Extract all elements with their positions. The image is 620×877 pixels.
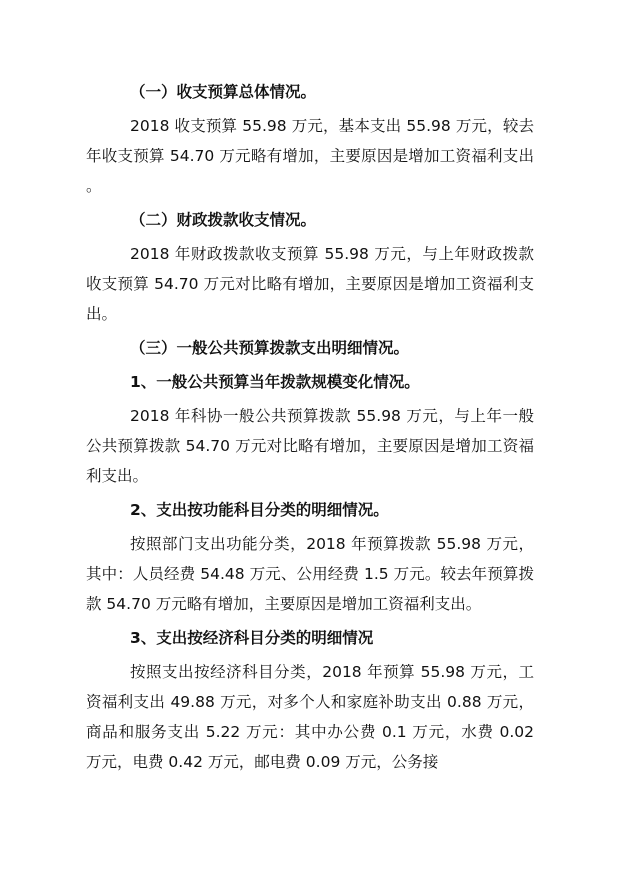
paragraph-5: 按照支出按经济科目分类，2018 年预算 55.98 万元，工资福利支出 49.88 万元，对多个人和家庭补助支出 0.88 万元，商品和服务支出 5.22 万元：其中办公费 0.1 万元，水费 0.02 万元，电费 0.42 万元，邮电费 0.09 万元，公务接	[86, 663, 534, 771]
subsection-heading-3: 3、支出按经济科目分类的明细情况	[130, 629, 374, 647]
section-heading-3: （三）一般公共预算拨款支出明细情况。	[130, 339, 410, 357]
paragraph-1: 2018 收支预算 55.98 万元，基本支出 55.98 万元，较去年收支预算 54.70 万元略有增加，主要原因是增加工资福利支出。	[86, 117, 534, 195]
subsection-heading-2: 2、支出按功能科目分类的明细情况。	[130, 501, 389, 519]
paragraph-2: 2018 年财政拨款收支预算 55.98 万元，与上年财政拨款收支预算 54.70 万元对比略有增加，主要原因是增加工资福利支出。	[86, 245, 534, 323]
paragraph-3: 2018 年科协一般公共预算拨款 55.98 万元，与上年一般公共预算拨款 54.70 万元对比略有增加，主要原因是增加工资福利支出。	[86, 407, 534, 485]
paragraph-4: 按照部门支出功能分类，2018 年预算拨款 55.98 万元，其中：人员经费 54.48 万元、公用经费 1.5 万元。较去年预算拨款 54.70 万元略有增加，主要原因是增加工资福利支出。	[86, 535, 534, 613]
section-heading-2: （二）财政拨款收支情况。	[130, 211, 317, 229]
subsection-heading-1: 1、一般公共预算当年拨款规模变化情况。	[130, 373, 420, 391]
document-body	[86, 77, 534, 781]
section-heading-1: （一）收支预算总体情况。	[130, 83, 317, 101]
